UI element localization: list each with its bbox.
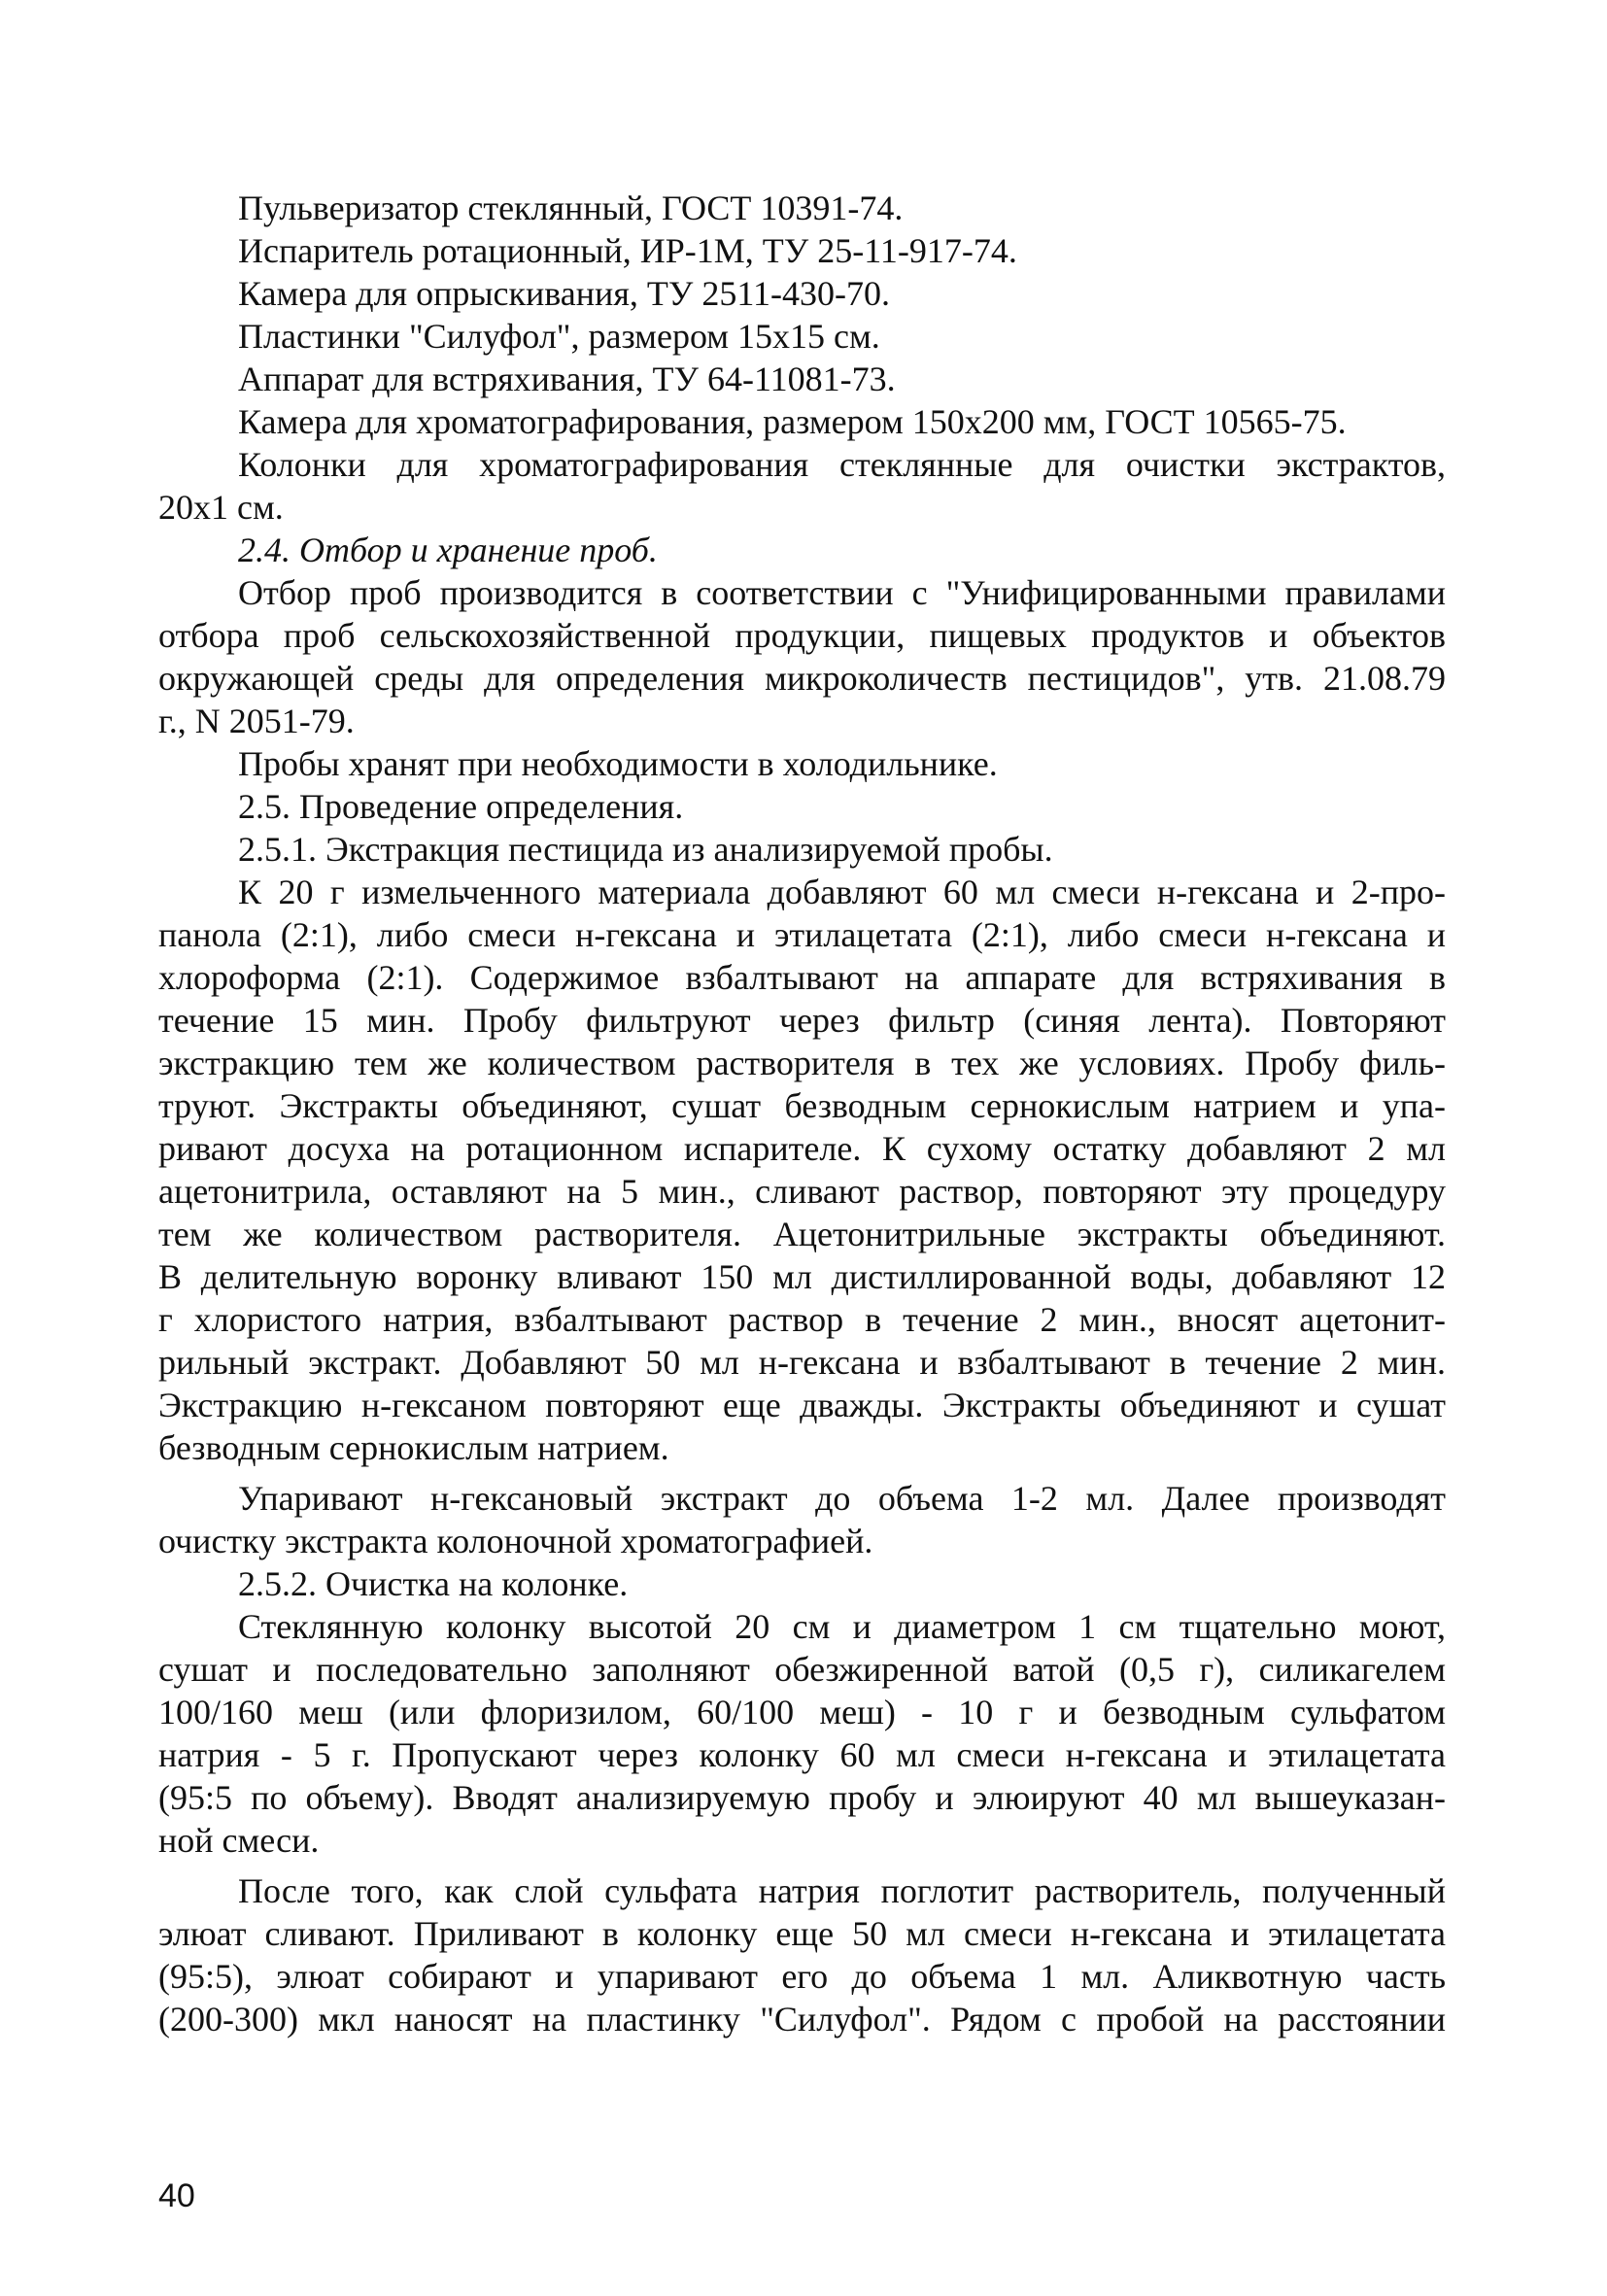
text-line: труют. Экстракты объединяют, сушат безводным сернокислым натрием и упа- [158,1086,1446,1125]
text-line: К 20 г измельченного материала добавляют 60 мл смеси н-гексана и 2-про- [238,873,1446,911]
text-line: Пробы хранят при необходимости в холодильнике. [238,744,998,783]
text-line: г хлористого натрия, взбалтывают раствор в течение 2 мин., вносят ацетонит- [158,1300,1446,1339]
text-line: рильный экстракт. Добавляют 50 мл н-гексана и взбалтывают в течение 2 мин. [158,1343,1446,1382]
text-line: Экстракцию н-гексаном повторяют еще дважды. Экстракты объединяют и сушат [158,1386,1446,1424]
text-line: 2.5. Проведение определения. [238,787,684,826]
text-line: Аппарат для встряхивания, ТУ 64-11081-73. [238,360,896,398]
text-line: После того, как слой сульфата натрия поглотит растворитель, полученный [238,1871,1446,1910]
paragraph-gap [158,1862,1446,1869]
text-line: Стеклянную колонку высотой 20 см и диаметром 1 см тщательно моют, [238,1607,1446,1646]
page-number: 40 [158,2177,195,2214]
text-line: натрия - 5 г. Пропускают через колонку 60 мл смеси н-гексана и этилацетата [158,1735,1446,1774]
paragraph-gap [158,1469,1446,1477]
text-line: Отбор проб производится в соответствии с "Унифицированными правилами [238,573,1446,612]
text-line: (95:5 по объему). Вводят анализируемую пробу и элюируют 40 мл вышеуказан- [158,1778,1446,1817]
text-line: экстракцию тем же количеством растворителя в тех же условиях. Пробу филь- [158,1044,1446,1082]
text-line: Камера для хроматографирования, размером 150х200 мм, ГОСТ 10565-75. [238,402,1347,441]
text-line: Пульверизатор стеклянный, ГОСТ 10391-74. [238,188,904,227]
text-line: Пластинки "Силуфол", размером 15х15 см. [238,317,880,356]
text-line: сушат и последовательно заполняют обезжиренной ватой (0,5 г), силикагелем [158,1650,1446,1689]
text-line: 2.5.2. Очистка на колонке. [238,1564,629,1603]
text-line: очистку экстракта колоночной хроматографией. [158,1522,873,1560]
text-line: 20х1 см. [158,488,284,527]
text-line: ной смеси. [158,1821,320,1860]
text-line: окружающей среды для определения микроколичеств пестицидов", утв. 21.08.79 [158,659,1446,698]
text-line: (95:5), элюат собирают и упаривают его до объема 1 мл. Аликвотную часть [158,1957,1446,1996]
text-line: Колонки для хроматографирования стеклянные для очистки экстрактов, [238,445,1446,484]
text-line: Испаритель ротационный, ИР-1М, ТУ 25-11-917-74. [238,231,1017,270]
text-line: 100/160 меш (или флоризилом, 60/100 меш) - 10 г и безводным сульфатом [158,1693,1446,1731]
text-line: 2.5.1. Экстракция пестицида из анализируемой пробы. [238,830,1053,869]
text-line: Камера для опрыскивания, ТУ 2511-430-70. [238,274,890,313]
text-line: ацетонитрила, оставляют на 5 мин., сливают раствор, повторяют эту процедуру [158,1172,1446,1211]
text-line: хлороформа (2:1). Содержимое взбалтывают на аппарате для встряхивания в [158,958,1446,997]
text-line: Упаривают н-гексановый экстракт до объема 1-2 мл. Далее производят [238,1479,1446,1518]
text-line: панола (2:1), либо смеси н-гексана и этилацетата (2:1), либо смеси н-гексана и [158,915,1446,954]
text-line: (200-300) мкл наносят на пластинку "Силуфол". Рядом с пробой на расстоянии [158,2000,1446,2039]
text-line: элюат сливают. Приливают в колонку еще 50 мл смеси н-гексана и этилацетата [158,1914,1446,1953]
text-line: 2.4. Отбор и хранение проб. [238,531,658,569]
text-line: течение 15 мин. Пробу фильтруют через фильтр (синяя лента). Повторяют [158,1001,1446,1040]
body-text [158,187,1446,2040]
text-line: тем же количеством растворителя. Ацетонитрильные экстракты объединяют. [158,1215,1446,1253]
text-line: г., N 2051-79. [158,702,355,740]
text-line: безводным сернокислым натрием. [158,1428,669,1467]
text-line: В делительную воронку вливают 150 мл дистиллированной воды, добавляют 12 [158,1257,1446,1296]
text-line: ривают досуха на ротационном испарителе. К сухому остатку добавляют 2 мл [158,1129,1446,1168]
text-line: отбора проб сельскохозяйственной продукции, пищевых продуктов и объектов [158,616,1446,655]
